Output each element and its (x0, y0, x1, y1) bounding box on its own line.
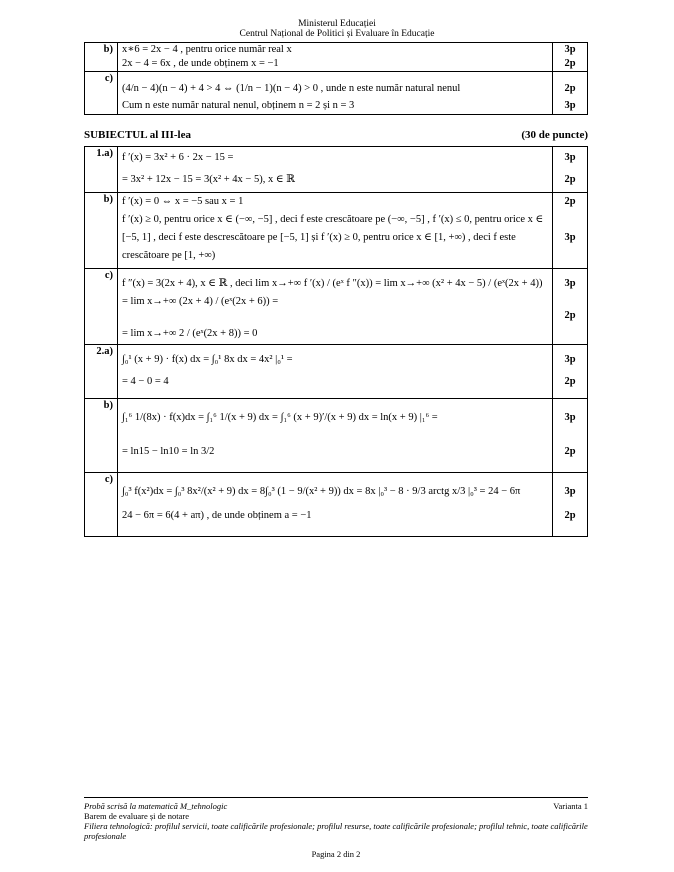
row-content (118, 43, 553, 72)
points: 3p (564, 152, 576, 163)
points-cell (553, 193, 588, 269)
subject-points: (30 de puncte) (521, 129, 588, 141)
footer-exam: Probă scrisă la matematică M_tehnologic (84, 801, 228, 811)
answer-line: 2x − 4 = 6x , de unde obținem x = −1 (122, 58, 279, 69)
table-row (85, 147, 588, 193)
points: 3p (564, 232, 576, 243)
table-row (85, 193, 588, 269)
row-content (118, 399, 553, 473)
answer-line: = 3x² + 12x − 15 = 3(x² + 4x − 5), x ∈ ℝ (122, 174, 295, 185)
footer-variant: Varianta 1 (553, 801, 588, 811)
answer-line: = 4 − 0 = 4 (122, 376, 169, 387)
page-footer (84, 797, 588, 859)
points: 2p (564, 510, 576, 521)
table-row (85, 72, 588, 115)
points: 3p (564, 486, 576, 497)
row-label: b) (85, 43, 118, 72)
answer-line: ∫₀¹ (x + 9) · f(x) dx = ∫₀¹ 8x dx = 4x² |₀¹ = (122, 354, 293, 365)
points: 2p (564, 310, 576, 321)
points-cell (553, 43, 588, 72)
row-content (118, 72, 553, 115)
points: 3p (564, 412, 576, 423)
points: 2p (564, 446, 576, 457)
points-cell (553, 72, 588, 115)
answer-line: ∫₁⁶ 1/(8x) · f(x)dx = ∫₁⁶ 1/(x + 9) dx = ∫₁⁶ (x + 9)′/(x + 9) dx = ln(x + 9) |₁⁶ = (122, 412, 438, 423)
points: 2p (564, 174, 576, 185)
row-content (118, 147, 553, 193)
answer-line: = lim x→+∞ 2 / (eˣ(2x + 8)) = 0 (122, 328, 258, 339)
points: 2p (564, 58, 576, 69)
answer-line: = ln15 − ln10 = ln 3/2 (122, 446, 215, 457)
answer-line: x∗6 = 2x − 4 , pentru orice număr real x (122, 44, 292, 55)
row-content (118, 345, 553, 399)
footer-filiera: Filiera tehnologică: profilul servicii, toate calificările profesionale; profilul resurse, toate calificările profesionale; profilul tehnic, toate calificările profesionale (84, 821, 588, 841)
answer-line: (4/n − 4)(n − 4) + 4 > 4 ⇔ (1/n − 1)(n − 4) > 0 , unde n este număr natural nenul (122, 83, 461, 94)
answer-line: f ′(x) = 0 ⇔ x = −5 sau x = 1 (122, 196, 244, 207)
points-cell (553, 269, 588, 345)
answer-table (84, 146, 588, 537)
answer-line: f ′(x) = 3x² + 6 · 2x − 15 = (122, 152, 234, 163)
points-cell (553, 147, 588, 193)
subject-heading (84, 129, 588, 141)
row-label: 1.a) (85, 147, 118, 193)
center-name: Centrul Național de Politici și Evaluare în Educație (239, 29, 435, 39)
table-row (85, 43, 588, 72)
table-row (85, 473, 588, 537)
points: 3p (564, 278, 576, 289)
points: 2p (564, 83, 576, 94)
table-row (85, 399, 588, 473)
answer-line: Cum n este număr natural nenul, obținem n = 2 și n = 3 (122, 100, 355, 111)
subject-title: SUBIECTUL al III-lea (84, 129, 191, 141)
row-label: c) (85, 72, 118, 115)
page-header (0, 19, 674, 39)
points: 3p (564, 100, 576, 111)
answer-line: 24 − 6π = 6(4 + aπ) , de unde obținem a = −1 (122, 510, 312, 521)
points: 3p (564, 44, 576, 55)
row-label: c) (85, 473, 118, 537)
row-label: 2.a) (85, 345, 118, 399)
answer-line: f ″(x) = 3(2x + 4), x ∈ ℝ , deci lim x→+∞ f ′(x) / (eˣ f ″(x)) = lim x→+∞ (x² + 4x − 5) / (eˣ(2x + 4)) = lim x→+∞ (2x + 4) / (eˣ(2x + 6)) = (122, 278, 543, 307)
row-label: c) (85, 269, 118, 345)
points-cell (553, 345, 588, 399)
table-row (85, 345, 588, 399)
answer-line: ∫₀³ f(x²)dx = ∫₀³ 8x²/(x² + 9) dx = 8∫₀³ (1 − 9/(x² + 9)) dx = 8x |₀³ − 8 · 9/3 arctg x/3 |₀³ = 24 − 6π (122, 486, 521, 497)
row-content (118, 193, 553, 269)
points-cell (553, 399, 588, 473)
answer-line: f ′(x) ≥ 0, pentru orice x ∈ (−∞, −5] , deci f este crescătoare pe (−∞, −5] , f ′(x) ≤ 0, pentru orice x ∈ [−5, 1] , deci f este descrescătoare pe [−5, 1] și f ′(x) ≥ 0, pentru orice x ∈ [1, +∞) , deci f este crescătoare pe [1, +∞) (122, 214, 544, 261)
row-label: b) (85, 193, 118, 269)
page-number: Pagina 2 din 2 (311, 849, 361, 859)
ministry-name: Ministerul Educației (298, 19, 376, 29)
points: 2p (564, 196, 576, 207)
row-label: b) (85, 399, 118, 473)
top-answer-table (84, 42, 588, 115)
row-content (118, 473, 553, 537)
points: 2p (564, 376, 576, 387)
table-row (85, 269, 588, 345)
footer-barem: Barem de evaluare și de notare (84, 811, 190, 821)
points-cell (553, 473, 588, 537)
points: 3p (564, 354, 576, 365)
row-content (118, 269, 553, 345)
